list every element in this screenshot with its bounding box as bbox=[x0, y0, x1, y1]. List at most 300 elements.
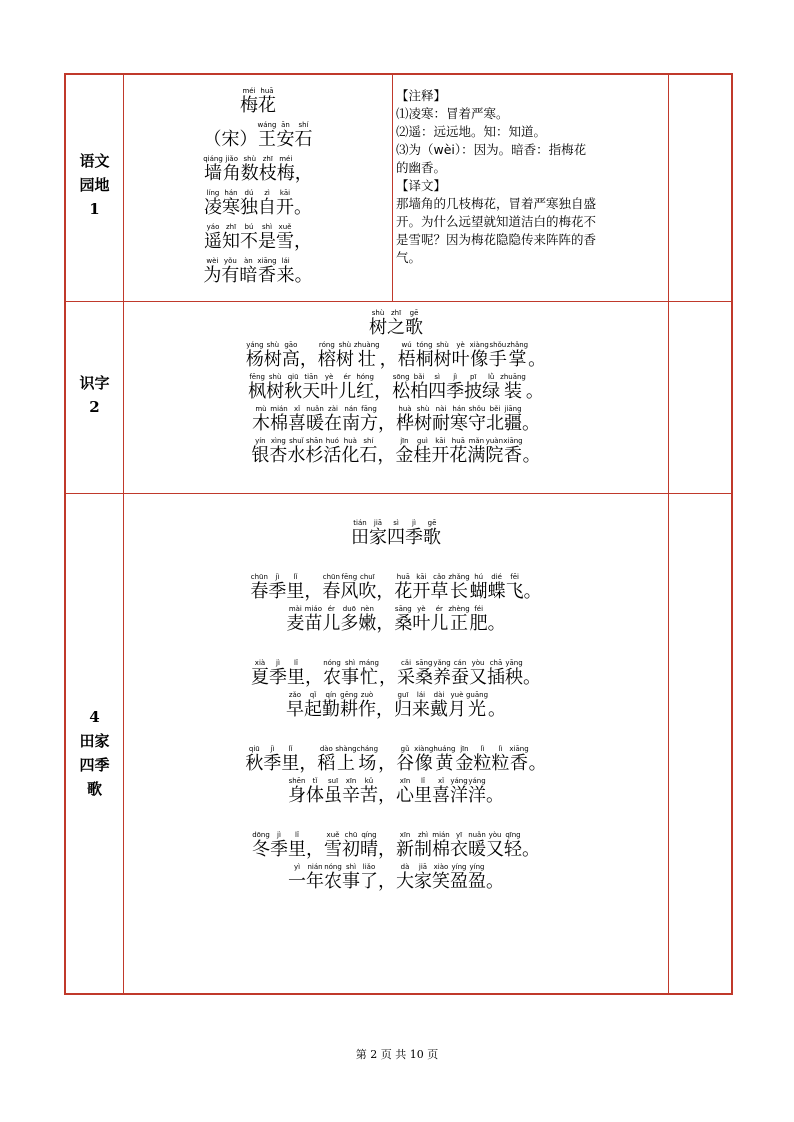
hanzi: 风 bbox=[340, 581, 359, 602]
hanzi-char bbox=[396, 863, 414, 893]
hanzi-char bbox=[509, 745, 528, 775]
hanzi: 寒 bbox=[450, 413, 468, 434]
pinyin: chuī bbox=[358, 573, 377, 581]
hanzi-char bbox=[414, 863, 432, 893]
hanzi: 南 bbox=[342, 413, 360, 434]
pinyin: shù bbox=[335, 341, 354, 349]
row-label-1 bbox=[66, 149, 123, 221]
hanzi-char bbox=[258, 223, 276, 253]
poem-line bbox=[124, 151, 392, 185]
hanzi-char bbox=[466, 691, 488, 721]
column-divider bbox=[668, 75, 669, 993]
hanzi-char bbox=[288, 777, 306, 807]
hanzi-char bbox=[351, 519, 369, 549]
hanzi: 棉 bbox=[270, 413, 288, 434]
hanzi-char bbox=[245, 745, 263, 775]
hanzi: 里 bbox=[287, 667, 305, 688]
hanzi: 月 bbox=[447, 699, 466, 720]
hanzi: 雪 bbox=[276, 231, 294, 252]
pinyin: ér bbox=[430, 605, 449, 613]
hanzi: 守 bbox=[468, 413, 486, 434]
row-label-text: 歌 bbox=[86, 780, 102, 798]
pinyin: kāi bbox=[431, 437, 450, 445]
hanzi-char bbox=[288, 831, 306, 861]
pinyin: sì bbox=[428, 373, 447, 381]
pinyin: qīng bbox=[504, 831, 522, 839]
hanzi: 家 bbox=[369, 527, 387, 548]
pinyin: cháng bbox=[356, 745, 379, 753]
hanzi: 墙 bbox=[203, 163, 223, 184]
hanzi: 角 bbox=[222, 163, 241, 184]
hanzi-char bbox=[264, 341, 282, 371]
hanzi: 春 bbox=[250, 581, 269, 602]
hanzi-char bbox=[250, 573, 268, 603]
pinyin: máng bbox=[359, 659, 379, 667]
hanzi-char bbox=[204, 189, 222, 219]
note-line: 【注释】 bbox=[396, 88, 447, 103]
pinyin: yáng bbox=[245, 341, 264, 349]
hanzi-char bbox=[396, 831, 414, 861]
hanzi-char bbox=[469, 659, 487, 689]
punctuation: ， bbox=[299, 349, 318, 370]
pinyin: qíng bbox=[360, 831, 378, 839]
poem-line bbox=[124, 185, 392, 219]
hanzi-char bbox=[306, 405, 324, 435]
hanzi-char bbox=[342, 831, 360, 861]
hanzi: 一 bbox=[288, 871, 306, 892]
pinyin: jiā bbox=[369, 519, 387, 527]
hanzi: 绿 bbox=[482, 381, 501, 402]
pinyin: jīn bbox=[395, 437, 414, 445]
pinyin: shǒu bbox=[468, 405, 486, 413]
hanzi-char bbox=[470, 605, 488, 635]
hanzi: 黄 bbox=[433, 753, 456, 774]
hanzi-char bbox=[252, 405, 270, 435]
hanzi: 里 bbox=[286, 581, 305, 602]
pinyin: fēng bbox=[248, 373, 267, 381]
pinyin: nuǎn bbox=[468, 831, 486, 839]
hanzi-char bbox=[415, 659, 433, 689]
hanzi-char bbox=[430, 605, 448, 635]
punctuation: ， bbox=[374, 381, 393, 402]
hanzi: 知 bbox=[222, 231, 240, 252]
hanzi-char bbox=[251, 437, 269, 467]
note-line: 那墙角的几枝梅花，冒着严寒独自盛 bbox=[396, 196, 597, 211]
hanzi-char bbox=[448, 573, 469, 603]
pinyin: zǎo bbox=[285, 691, 304, 699]
pinyin: huā bbox=[394, 573, 413, 581]
hanzi: 装 bbox=[500, 381, 526, 402]
hanzi: 起 bbox=[303, 699, 322, 720]
hanzi: 勤 bbox=[321, 699, 340, 720]
pinyin: ān bbox=[276, 121, 295, 129]
hanzi-char bbox=[434, 341, 452, 371]
column-divider bbox=[392, 75, 393, 301]
pinyin: xiāng bbox=[257, 257, 277, 265]
author-dynasty: （宋） bbox=[203, 129, 258, 150]
note-line: 的幽香。 bbox=[396, 160, 447, 175]
pinyin: xià bbox=[251, 659, 269, 667]
hanzi: 自 bbox=[258, 197, 276, 218]
hanzi-char bbox=[340, 573, 358, 603]
pinyin: sāng bbox=[394, 605, 413, 613]
hanzi: 秋 bbox=[284, 381, 303, 402]
hanzi-char bbox=[410, 373, 428, 403]
hanzi-char bbox=[323, 437, 341, 467]
hanzi-char bbox=[277, 155, 295, 185]
hanzi: 高 bbox=[281, 349, 300, 370]
hanzi-char bbox=[322, 691, 340, 721]
hanzi-char bbox=[470, 341, 489, 371]
punctuation: 。 bbox=[486, 871, 504, 892]
hanzi-char bbox=[294, 121, 312, 151]
hanzi-char bbox=[432, 405, 450, 435]
punctuation: ， bbox=[378, 785, 396, 806]
pinyin: ér bbox=[322, 605, 341, 613]
hanzi: 笑 bbox=[432, 871, 450, 892]
hanzi: 院 bbox=[485, 445, 504, 466]
hanzi: 金 bbox=[395, 445, 414, 466]
hanzi-char bbox=[446, 373, 464, 403]
hanzi-char bbox=[257, 257, 276, 287]
hanzi-char bbox=[269, 659, 287, 689]
hanzi: 草 bbox=[430, 581, 449, 602]
pinyin: shì bbox=[342, 863, 360, 871]
hanzi-char bbox=[304, 605, 322, 635]
pinyin: yáo bbox=[204, 223, 222, 231]
pinyin: jì bbox=[270, 831, 288, 839]
pinyin: lǐ bbox=[281, 745, 300, 753]
pinyin: qiū bbox=[245, 745, 264, 753]
pinyin: miáo bbox=[304, 605, 323, 613]
pinyin: cán bbox=[451, 659, 469, 667]
pinyin: jì bbox=[263, 745, 282, 753]
hanzi: 季 bbox=[446, 381, 465, 402]
pinyin: mù bbox=[252, 405, 270, 413]
hanzi-char bbox=[360, 831, 378, 861]
pinyin: zhī bbox=[258, 155, 277, 163]
hanzi: 了 bbox=[360, 871, 378, 892]
row-label-text: 1 bbox=[89, 200, 100, 218]
hanzi-char bbox=[430, 691, 448, 721]
hanzi-char bbox=[263, 745, 281, 775]
hanzi-char bbox=[488, 573, 506, 603]
hanzi-char bbox=[258, 87, 276, 117]
punctuation: ， bbox=[377, 445, 396, 466]
pinyin: xìng bbox=[269, 437, 288, 445]
hanzi: 石 bbox=[359, 445, 378, 466]
hanzi: 辛 bbox=[342, 785, 360, 806]
pinyin: shí bbox=[294, 121, 313, 129]
row-label-text: 4 bbox=[89, 708, 100, 726]
pinyin: xuě bbox=[276, 223, 294, 231]
hanzi: 叶 bbox=[451, 349, 470, 370]
hanzi-char bbox=[504, 831, 522, 861]
poem-line bbox=[124, 339, 668, 371]
hanzi: 银 bbox=[251, 445, 270, 466]
hanzi-char bbox=[450, 863, 468, 893]
hanzi: 蚕 bbox=[451, 667, 469, 688]
hanzi-char bbox=[414, 831, 432, 861]
pinyin: mǎn bbox=[467, 437, 486, 445]
hanzi-char bbox=[486, 405, 504, 435]
hanzi-char bbox=[276, 223, 294, 253]
pinyin: lǜ bbox=[482, 373, 501, 381]
hanzi-char bbox=[358, 691, 376, 721]
hanzi: 水 bbox=[287, 445, 306, 466]
punctuation: ， bbox=[379, 349, 398, 370]
pinyin: xīn bbox=[342, 777, 360, 785]
stanza-gap bbox=[124, 807, 668, 829]
hanzi: 耕 bbox=[339, 699, 358, 720]
pinyin: kāi bbox=[412, 573, 431, 581]
note-line: 是雪呢？因为梅花隐隐传来阵阵的香 bbox=[396, 232, 597, 247]
stanza-gap bbox=[124, 721, 668, 743]
hanzi: 苦 bbox=[360, 785, 378, 806]
hanzi: 开 bbox=[412, 581, 431, 602]
punctuation: ， bbox=[375, 699, 394, 720]
punctuation: ， bbox=[305, 667, 323, 688]
pinyin: suī bbox=[324, 777, 342, 785]
hanzi: 盈 bbox=[450, 871, 468, 892]
pinyin: huā bbox=[449, 437, 468, 445]
row-label-text: 识字 bbox=[79, 374, 110, 392]
hanzi: 寒 bbox=[222, 197, 240, 218]
hanzi: 养 bbox=[433, 667, 451, 688]
pinyin: dōng bbox=[252, 831, 270, 839]
punctuation: 。 bbox=[523, 667, 541, 688]
hanzi-char bbox=[276, 121, 294, 151]
pinyin: lì bbox=[491, 745, 510, 753]
pinyin: tiān bbox=[302, 373, 321, 381]
hanzi: 谷 bbox=[396, 753, 415, 774]
pinyin: zhǎng bbox=[506, 341, 529, 349]
hanzi-char bbox=[487, 659, 505, 689]
pinyin: gǔ bbox=[396, 745, 415, 753]
hanzi-char bbox=[270, 831, 288, 861]
hanzi: 蝴 bbox=[469, 581, 488, 602]
hanzi-char bbox=[412, 691, 430, 721]
hanzi: 采 bbox=[397, 667, 415, 688]
hanzi: 长 bbox=[448, 581, 470, 602]
hanzi: 独 bbox=[240, 197, 258, 218]
pinyin: shù bbox=[266, 373, 285, 381]
pinyin: xiàng bbox=[414, 745, 434, 753]
poem-line bbox=[124, 219, 392, 253]
hanzi-char bbox=[423, 519, 441, 549]
hanzi: 枝 bbox=[258, 163, 277, 184]
punctuation: ， bbox=[299, 753, 318, 774]
hanzi-char bbox=[281, 745, 299, 775]
hanzi: 香 bbox=[257, 265, 277, 286]
hanzi: 杏 bbox=[269, 445, 288, 466]
hanzi-char bbox=[448, 691, 466, 721]
pinyin: huó bbox=[323, 437, 342, 445]
hanzi: 春 bbox=[322, 581, 341, 602]
hanzi-char bbox=[396, 405, 414, 435]
hanzi: 农 bbox=[323, 667, 341, 688]
hanzi: 暖 bbox=[468, 839, 486, 860]
pinyin: yì bbox=[288, 863, 306, 871]
pinyin: yè bbox=[320, 373, 339, 381]
hanzi-char bbox=[324, 831, 342, 861]
pinyin: sōng bbox=[392, 373, 411, 381]
pinyin: yǎng bbox=[433, 659, 451, 667]
hanzi-char bbox=[405, 309, 423, 339]
hanzi: 像 bbox=[469, 349, 489, 370]
hanzi: 里 bbox=[281, 753, 300, 774]
hanzi: 农 bbox=[324, 871, 342, 892]
punctuation: 。 bbox=[522, 839, 540, 860]
pinyin: yíng bbox=[468, 863, 486, 871]
hanzi: 歌 bbox=[405, 317, 423, 338]
pinyin: gēng bbox=[339, 691, 358, 699]
pinyin: xǐ bbox=[288, 405, 306, 413]
hanzi-char bbox=[282, 341, 300, 371]
pinyin: yǒu bbox=[221, 257, 240, 265]
hanzi: 季 bbox=[405, 527, 423, 548]
pinyin: dà bbox=[396, 863, 414, 871]
hanzi: 活 bbox=[323, 445, 342, 466]
hanzi: 夏 bbox=[251, 667, 269, 688]
pinyin: nài bbox=[432, 405, 450, 413]
hanzi: 插 bbox=[487, 667, 505, 688]
hanzi-char bbox=[486, 831, 504, 861]
note-line: 气。 bbox=[396, 250, 422, 265]
pinyin: zhī bbox=[387, 309, 405, 317]
hanzi-char bbox=[222, 223, 240, 253]
pinyin: zhuāng bbox=[500, 373, 526, 381]
hanzi: 树 bbox=[335, 349, 354, 370]
hanzi-char bbox=[336, 341, 354, 371]
hanzi-char bbox=[500, 373, 526, 403]
hanzi: 早 bbox=[285, 699, 304, 720]
pinyin: tóng bbox=[415, 341, 434, 349]
pinyin: xǐ bbox=[432, 777, 450, 785]
row-divider bbox=[66, 301, 731, 302]
punctuation: 。 bbox=[522, 445, 541, 466]
hanzi: 洋 bbox=[468, 785, 486, 806]
note-line: 【译文】 bbox=[396, 178, 447, 193]
hanzi-char bbox=[340, 605, 358, 635]
pinyin: shí bbox=[359, 437, 378, 445]
pinyin: zhuàng bbox=[353, 341, 380, 349]
pinyin: jì bbox=[268, 573, 287, 581]
pinyin: yāng bbox=[505, 659, 523, 667]
hanzi: 儿 bbox=[322, 613, 341, 634]
hanzi: 花 bbox=[394, 581, 413, 602]
pinyin: mián bbox=[270, 405, 288, 413]
punctuation: ， bbox=[306, 839, 324, 860]
pinyin: wú bbox=[397, 341, 416, 349]
hanzi: 嫩 bbox=[358, 613, 377, 634]
hanzi: 光 bbox=[465, 699, 489, 720]
hanzi: 壮 bbox=[353, 349, 380, 370]
hanzi: 方 bbox=[360, 413, 378, 434]
row-divider bbox=[66, 493, 731, 494]
pinyin: liǎo bbox=[360, 863, 378, 871]
hanzi: 棉 bbox=[432, 839, 450, 860]
hanzi-char bbox=[277, 257, 295, 287]
punctuation: 。 bbox=[488, 699, 507, 720]
punctuation: 。 bbox=[487, 613, 506, 634]
hanzi: 吹 bbox=[358, 581, 377, 602]
hanzi-char bbox=[413, 437, 431, 467]
pinyin: dú bbox=[240, 189, 258, 197]
pinyin: shì bbox=[341, 659, 359, 667]
hanzi-char bbox=[451, 659, 469, 689]
hanzi: 开 bbox=[431, 445, 450, 466]
hanzi-char bbox=[305, 437, 323, 467]
hanzi: 家 bbox=[414, 871, 432, 892]
pinyin: ér bbox=[338, 373, 357, 381]
hanzi-char bbox=[259, 155, 277, 185]
hanzi-char bbox=[340, 691, 358, 721]
hanzi-char bbox=[431, 437, 449, 467]
hanzi-char bbox=[468, 777, 486, 807]
pinyin: hú bbox=[469, 573, 488, 581]
pinyin: kǔ bbox=[360, 777, 378, 785]
hanzi: 满 bbox=[467, 445, 486, 466]
pinyin: cǎi bbox=[397, 659, 415, 667]
hanzi: 喜 bbox=[288, 413, 306, 434]
hanzi: 大 bbox=[396, 871, 414, 892]
hanzi-char bbox=[288, 405, 306, 435]
hanzi: 虽 bbox=[324, 785, 342, 806]
hanzi: 季 bbox=[269, 667, 287, 688]
hanzi: 年 bbox=[306, 871, 324, 892]
pinyin: róng bbox=[317, 341, 336, 349]
poem-line bbox=[124, 435, 668, 467]
hanzi-char bbox=[387, 519, 405, 549]
pinyin: xiāng bbox=[503, 437, 523, 445]
hanzi: 作 bbox=[357, 699, 376, 720]
hanzi-char bbox=[358, 573, 376, 603]
hanzi-char bbox=[223, 155, 241, 185]
hanzi: 歌 bbox=[423, 527, 441, 548]
pinyin: gē bbox=[405, 309, 423, 317]
hanzi: 花 bbox=[449, 445, 468, 466]
hanzi-char bbox=[240, 87, 258, 117]
pinyin: gāo bbox=[281, 341, 300, 349]
hanzi: 季 bbox=[263, 753, 282, 774]
hanzi: 桑 bbox=[415, 667, 433, 688]
hanzi: 树 bbox=[433, 349, 452, 370]
pinyin: tián bbox=[351, 519, 369, 527]
hanzi: 石 bbox=[294, 129, 313, 150]
hanzi-char bbox=[322, 605, 340, 635]
hanzi: 戴 bbox=[429, 699, 448, 720]
pinyin: shuǐ bbox=[287, 437, 306, 445]
hanzi-char bbox=[304, 691, 322, 721]
hanzi-char bbox=[433, 659, 451, 689]
pinyin: huáng bbox=[433, 745, 456, 753]
hanzi-char bbox=[338, 373, 356, 403]
hanzi-char bbox=[395, 437, 413, 467]
hanzi: 疆 bbox=[504, 413, 522, 434]
hanzi-char bbox=[240, 223, 258, 253]
punctuation: 。 bbox=[523, 581, 542, 602]
pinyin: tǐ bbox=[306, 777, 324, 785]
hanzi: 儿 bbox=[338, 381, 357, 402]
hanzi-char bbox=[507, 341, 528, 371]
hanzi: 天 bbox=[302, 381, 321, 402]
hanzi: 叶 bbox=[412, 613, 431, 634]
hanzi-char bbox=[241, 155, 259, 185]
pinyin: shù bbox=[369, 309, 387, 317]
hanzi: 体 bbox=[306, 785, 324, 806]
pinyin: xīn bbox=[396, 831, 414, 839]
